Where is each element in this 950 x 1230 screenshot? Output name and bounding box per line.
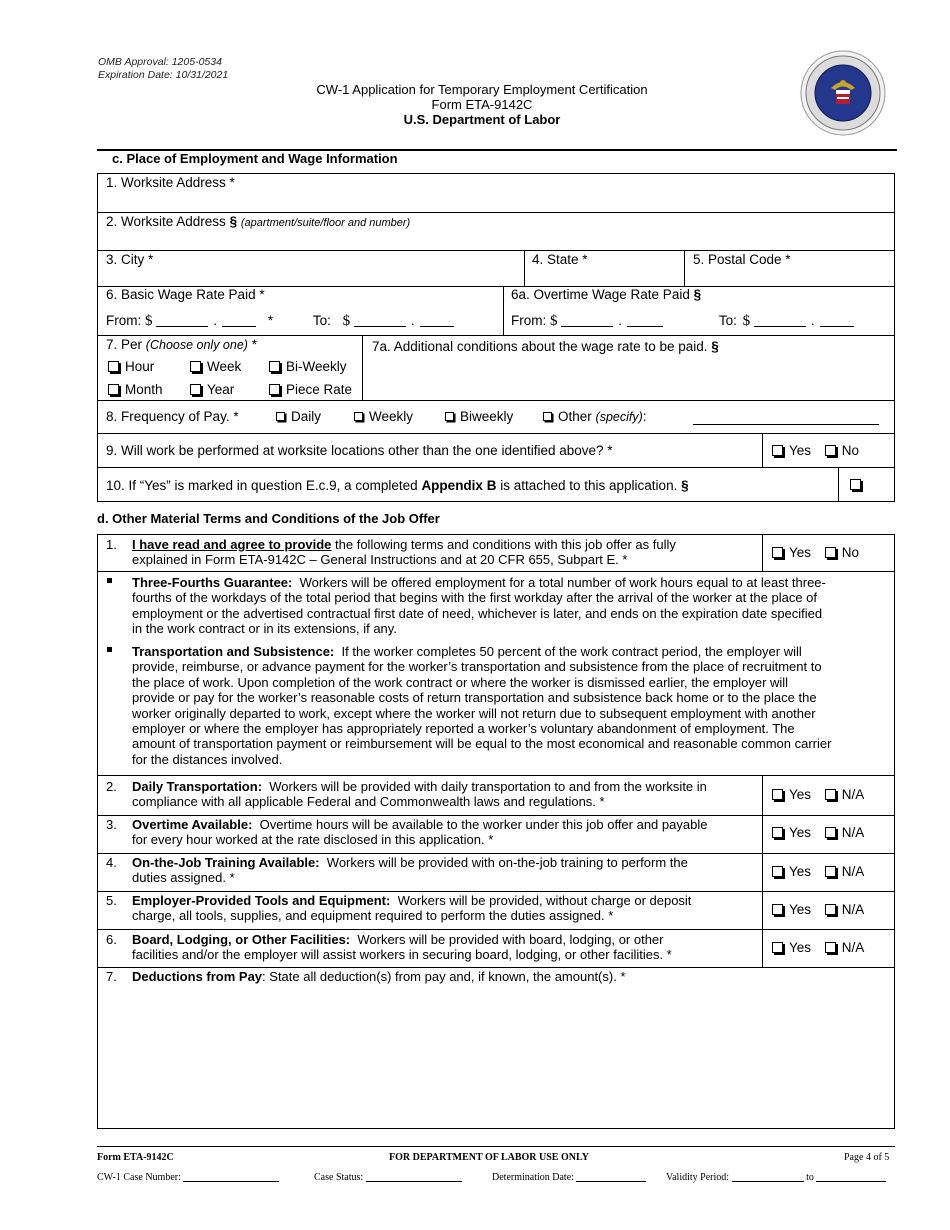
- per-option-week[interactable]: Week: [190, 359, 241, 374]
- q1-text: I have read and agree to provide the following terms and conditions with this job offer as fully explained in Form ETA-9142C – General Instructions and at 20 CFR 655, Subpart E. *: [132, 537, 676, 568]
- freq-option-biweekly[interactable]: Biweekly: [445, 409, 513, 424]
- bullet-icon: [107, 578, 112, 583]
- other-worksites-yes[interactable]: Yes: [772, 443, 811, 458]
- frequency-of-pay: 8. Frequency of Pay. *: [106, 409, 239, 424]
- q4-text: On-the-Job Training Available: Workers will be provided with on-the-job training to perform the duties assigned. *: [132, 855, 688, 886]
- checkbox-icon[interactable]: [269, 361, 280, 372]
- checkbox-icon[interactable]: [772, 866, 783, 877]
- q4-yes[interactable]: Yes: [772, 864, 811, 879]
- checkbox-icon[interactable]: [276, 412, 285, 421]
- q2-yes[interactable]: Yes: [772, 787, 811, 802]
- footer-official-use: FOR DEPARTMENT OF LABOR USE ONLY: [389, 1152, 589, 1163]
- q2-number: 2.: [106, 779, 117, 794]
- footer-determination-date: Determination Date:: [492, 1172, 646, 1183]
- title-line-1: CW-1 Application for Temporary Employment Certification: [316, 82, 648, 97]
- checkbox-icon[interactable]: [825, 827, 836, 838]
- q5-yes[interactable]: Yes: [772, 902, 811, 917]
- basic-wage-range: From: $ . * To: $ .: [106, 313, 454, 330]
- title-line-3: U.S. Department of Labor: [403, 112, 561, 127]
- checkbox-icon[interactable]: [445, 412, 454, 421]
- additional-conditions-input[interactable]: [372, 356, 887, 396]
- freq-option-weekly[interactable]: Weekly: [354, 409, 413, 424]
- freq-option-other[interactable]: Other (specify):: [543, 409, 647, 424]
- per-option-piece-rate[interactable]: Piece Rate: [269, 382, 352, 397]
- additional-conditions-label: 7a. Additional conditions about the wage rate to be paid. §: [372, 339, 719, 354]
- basic-wage-to-dollars[interactable]: [354, 315, 406, 327]
- q3-text: Overtime Available: Overtime hours will be available to the worker under this job offer and payable for every hour worked at the rate disclosed in this application. *: [132, 817, 708, 848]
- checkbox-icon[interactable]: [543, 412, 552, 421]
- checkbox-icon[interactable]: [825, 942, 836, 953]
- overtime-wage-label: 6a. Overtime Wage Rate Paid §: [511, 287, 702, 302]
- footer-rule: [97, 1146, 895, 1147]
- section-d-heading: d. Other Material Terms and Conditions of the Job Offer: [97, 511, 440, 526]
- q7-number: 7.: [106, 969, 117, 984]
- checkbox-icon[interactable]: [354, 412, 363, 421]
- q4-number: 4.: [106, 855, 117, 870]
- other-worksites-question: 9. Will work be performed at worksite locations other than the one identified above? *: [106, 443, 613, 458]
- q5-number: 5.: [106, 893, 117, 908]
- city-label: 3. City *: [106, 252, 154, 267]
- footer-validity-period: Validity Period: to: [666, 1172, 886, 1183]
- footer-form: Form ETA-9142C: [97, 1152, 174, 1163]
- checkbox-icon[interactable]: [825, 445, 836, 456]
- basic-wage-from-cents[interactable]: [222, 315, 256, 327]
- checkbox-icon[interactable]: [772, 789, 783, 800]
- q1-options: [772, 545, 859, 560]
- per-option-year[interactable]: Year: [190, 382, 234, 397]
- q3-na[interactable]: N/A: [825, 825, 865, 840]
- q2-na[interactable]: N/A: [825, 787, 865, 802]
- state-label: 4. State *: [532, 252, 588, 267]
- three-fourths-guarantee: Three-Fourths Guarantee: Workers will be offered employment for a total number of work hours equal to at least three- fourths of the workdays of the total period that begins with the first workday after the arrival of the worker at the place of employment or the advertised contractual first date of need, whichever is later, and ends on the expiration date specified in the work contract or in its extensions, if any.: [132, 575, 826, 637]
- q6-yes[interactable]: Yes: [772, 940, 811, 955]
- appendix-b-statement: 10. If “Yes” is marked in question E.c.9, a completed Appendix B is attached to this application. §: [106, 478, 689, 493]
- checkbox-icon[interactable]: [108, 361, 119, 372]
- q3-number: 3.: [106, 817, 117, 832]
- footer-case-number: CW-1 Case Number:: [97, 1172, 279, 1183]
- worksite-address-label: 1. Worksite Address *: [106, 175, 235, 190]
- checkbox-icon[interactable]: [825, 866, 836, 877]
- bullet-icon: [107, 647, 112, 652]
- checkbox-icon[interactable]: [825, 547, 836, 558]
- overtime-wage-from-cents[interactable]: [627, 315, 663, 327]
- checkbox-icon[interactable]: [772, 904, 783, 915]
- overtime-wage-to-cents[interactable]: [820, 315, 854, 327]
- q4-na[interactable]: N/A: [825, 864, 865, 879]
- checkbox-icon[interactable]: [772, 827, 783, 838]
- q5-options: [772, 902, 864, 917]
- state-input[interactable]: [532, 268, 677, 284]
- q1-yes[interactable]: Yes: [772, 545, 811, 560]
- other-worksites-no[interactable]: No: [825, 443, 859, 458]
- overtime-wage-from-dollars[interactable]: [561, 315, 613, 327]
- q5-text: Employer-Provided Tools and Equipment: Workers will be provided, without charge or deposit charge, all tools, supplies, and equipment required to perform the duties assigned. *: [132, 893, 692, 924]
- checkbox-icon[interactable]: [108, 384, 119, 395]
- q6-options: [772, 940, 864, 955]
- dol-seal-icon: [800, 50, 886, 136]
- omb-info: [98, 56, 228, 82]
- q4-options: [772, 864, 864, 879]
- expiration-date: Expiration Date: 10/31/2021: [98, 69, 229, 81]
- per-option-biweekly[interactable]: Bi-Weekly: [269, 359, 347, 374]
- city-input[interactable]: [106, 268, 516, 284]
- checkbox-icon[interactable]: [269, 384, 280, 395]
- omb-approval: OMB Approval: 1205-0534: [98, 56, 222, 68]
- section-c-heading: c. Place of Employment and Wage Information: [112, 151, 398, 166]
- q6-na[interactable]: N/A: [825, 940, 865, 955]
- basic-wage-from-dollars[interactable]: [156, 315, 208, 327]
- checkbox-icon[interactable]: [850, 479, 861, 490]
- worksite-address-input[interactable]: [106, 191, 886, 209]
- worksite-address-2-input[interactable]: [106, 230, 886, 248]
- checkbox-icon[interactable]: [825, 904, 836, 915]
- q7-text: Deductions from Pay: State all deduction(s) from pay and, if known, the amount(s). *: [132, 969, 626, 984]
- freq-other-input[interactable]: [693, 424, 879, 425]
- overtime-wage-range: From: $ . To: $ .: [511, 313, 854, 330]
- q6-text: Board, Lodging, or Other Facilities: Workers will be provided with board, lodging, or other facilities and/or the employer will assist workers in securing board, lodging, or other facilities. *: [132, 932, 672, 963]
- q5-na[interactable]: N/A: [825, 902, 865, 917]
- q2-options: [772, 787, 864, 802]
- q6-number: 6.: [106, 932, 117, 947]
- checkbox-icon[interactable]: [825, 789, 836, 800]
- checkbox-icon[interactable]: [190, 361, 201, 372]
- basic-wage-to-cents[interactable]: [420, 315, 454, 327]
- footer-case-status: Case Status:: [314, 1172, 462, 1183]
- checkbox-icon[interactable]: [772, 942, 783, 953]
- footer-page: Page 4 of 5: [844, 1152, 890, 1163]
- title-line-2: Form ETA-9142C: [431, 97, 533, 112]
- per-option-month[interactable]: Month: [108, 382, 163, 397]
- per-label: 7. Per (Choose only one) *: [106, 337, 257, 352]
- appendix-b-checkbox[interactable]: [850, 477, 867, 492]
- basic-wage-label: 6. Basic Wage Rate Paid *: [106, 287, 265, 302]
- q3-options: [772, 825, 864, 840]
- overtime-wage-to-dollars[interactable]: [754, 315, 806, 327]
- per-option-hour[interactable]: Hour: [108, 359, 154, 374]
- checkbox-icon[interactable]: [772, 445, 783, 456]
- q3-yes[interactable]: Yes: [772, 825, 811, 840]
- postal-code-label: 5. Postal Code *: [693, 252, 791, 267]
- deductions-input[interactable]: [106, 988, 886, 1124]
- checkbox-icon[interactable]: [772, 547, 783, 558]
- q1-no[interactable]: No: [825, 545, 859, 560]
- transportation-subsistence: Transportation and Subsistence: If the worker completes 50 percent of the work contract period, the employer will provide, reimburse, or advance payment for the worker’s transportation and subsistence from the place of recruitment to the place of work. Upon completion of the work contract or where the worker is dismissed earlier, the employer will provide or pay for the worker’s reasonable costs of return transportation and subsistence back home or to the place the worker originally departed to work, except where the worker will not return due to subsequent employment with another employer or where the employer has appropriately reported a worker’s voluntary abandonment of employment. The amount of transportation payment or reimbursement will be equal to the most economical and reasonable common carrier for the distances involved.: [132, 644, 832, 767]
- other-worksites-options: [772, 443, 859, 458]
- checkbox-icon[interactable]: [190, 384, 201, 395]
- worksite-address-2-label: 2. Worksite Address § (apartment/suite/floor and number): [106, 214, 411, 229]
- q1-number: 1.: [106, 537, 117, 552]
- postal-code-input[interactable]: [693, 268, 888, 284]
- q2-text: Daily Transportation: Workers will be provided with daily transportation to and from the worksite in compliance with all applicable Federal and Commonwealth laws and regulations. *: [132, 779, 707, 810]
- freq-option-daily[interactable]: Daily: [276, 409, 321, 424]
